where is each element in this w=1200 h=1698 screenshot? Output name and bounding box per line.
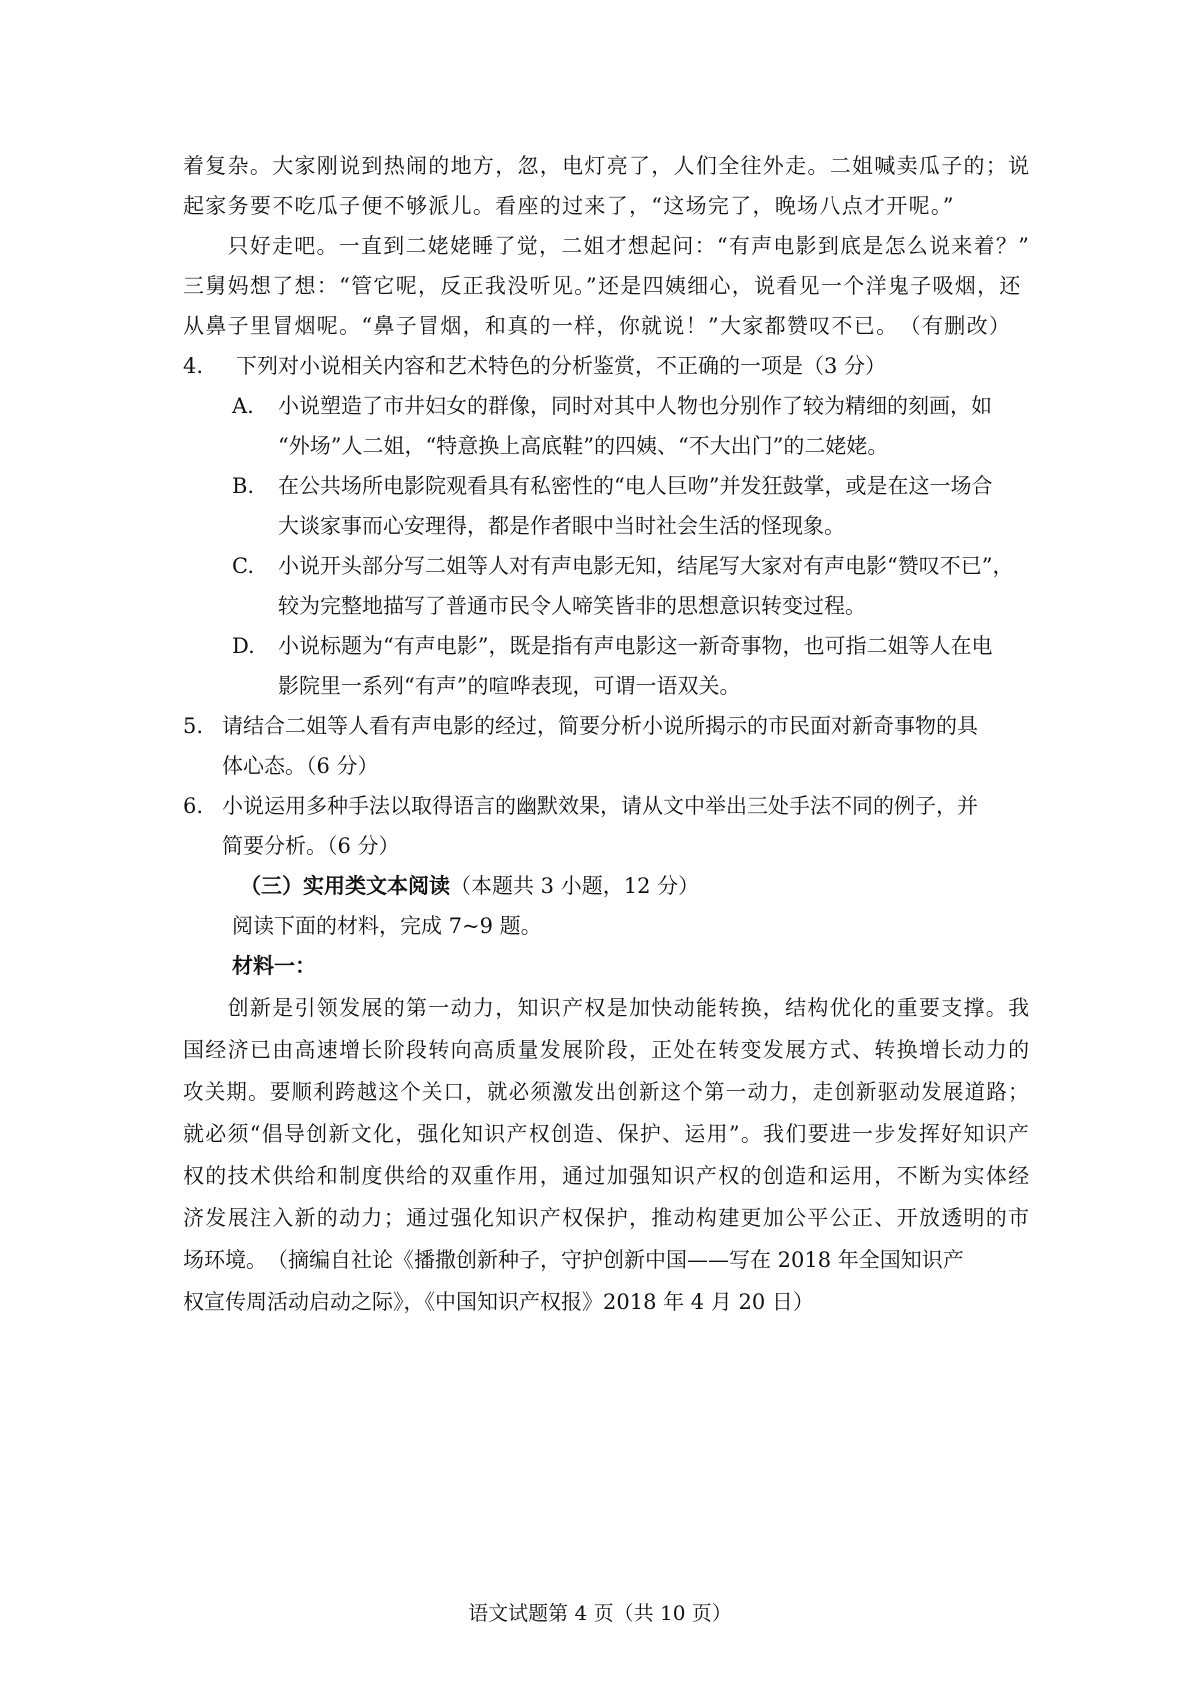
option-c-text: 小说开头部分写二姐等人对有声电影无知，结尾写大家对有声电影“赞叹不已”， <box>278 554 1014 578</box>
material-line: 创新是引领发展的第一动力，知识产权是加快动能转换，结构优化的重要支撑。我 <box>183 996 1031 1020</box>
section-note: （本题共 3 小题，12 分） <box>450 874 700 898</box>
material-line: 场环境。 （摘编自社论《播撒创新种子，守护创新中国——写在 2018 年全国知识产 <box>183 1248 964 1272</box>
question-5-text: 体心态。（6 分） <box>222 754 379 778</box>
question-5-number: 5. <box>183 714 204 738</box>
material-title: 材料一： <box>232 954 316 978</box>
question-5-text: 请结合二姐等人看有声电影的经过，简要分析小说所揭示的市民面对新奇事物的具 <box>222 714 978 738</box>
material-line: 就必须“倡导创新文化，强化知识产权创造、保护、运用”。我们要进一步发挥好知识产 <box>183 1122 1031 1146</box>
story-line: 从鼻子里冒烟呢。“鼻子冒烟，和真的一样，你就说！”大家都赞叹不已。 （有删改） <box>183 314 1012 338</box>
story-line: 只好走吧。一直到二姥姥睡了觉，二姐才想起问：“有声电影到底是怎么说来着？” <box>183 234 1031 258</box>
option-a-label: A. <box>232 394 254 418</box>
option-a-text: “外场”人二姐，“特意换上高底鞋”的四姨、“不大出门”的二姥姥。 <box>278 434 889 458</box>
story-line: 起家务要不吃瓜子便不够派儿。看座的过来了，“这场完了，晚场八点才开呢。” <box>183 194 955 218</box>
material-line: 权宣传周活动启动之际》，《中国知识产权报》2018 年 4 月 20 日） <box>183 1290 814 1314</box>
option-a-text: 小说塑造了市井妇女的群像，同时对其中人物也分别作了较为精细的刻画，如 <box>278 394 992 418</box>
material-line: 攻关期。要顺利跨越这个关口，就必须激发出创新这个第一动力，走创新驱动发展道路； <box>183 1080 1030 1104</box>
question-6-text: 简要分析。（6 分） <box>222 834 400 858</box>
question-6-number: 6. <box>183 794 204 818</box>
question-6-text: 小说运用多种手法以取得语言的幽默效果，请从文中举出三处手法不同的例子，并 <box>222 794 978 818</box>
question-4-stem: 下列对小说相关内容和艺术特色的分析鉴赏，不正确的一项是（3 分） <box>236 354 887 378</box>
option-c-text: 较为完整地描写了普通市民令人啼笑皆非的思想意识转变过程。 <box>278 594 866 618</box>
option-c-label: C. <box>232 554 254 578</box>
story-line: 着复杂。大家刚说到热闹的地方，忽，电灯亮了，人们全往外走。二姐喊卖瓜子的；说 <box>183 154 1031 178</box>
material-line: 权的技术供给和制度供给的双重作用，通过加强知识产权的创造和运用，不断为实体经 <box>183 1164 1031 1188</box>
story-line: 三舅妈想了想：“管它呢，反正我没听见。”还是四姨细心，说看见一个洋鬼子吸烟，还 <box>183 274 1022 298</box>
option-d-text: 影院里一系列“有声”的喧哗表现，可谓一语双关。 <box>278 674 741 698</box>
section-instruction: 阅读下面的材料，完成 7~9 题。 <box>232 914 542 938</box>
page-footer: 语文试题第 4 页（共 10 页） <box>468 1601 732 1625</box>
option-d-text: 小说标题为“有声电影”，既是指有声电影这一新奇事物，也可指二姐等人在电 <box>278 634 993 658</box>
option-b-text: 在公共场所电影院观看具有私密性的“电人巨吻”并发狂鼓掌，或是在这一场合 <box>278 474 993 498</box>
material-line: 国经济已由高速增长阶段转向高质量发展阶段，正处在转变发展方式、转换增长动力的 <box>183 1038 1031 1062</box>
option-b-text: 大谈家事而心安理得，都是作者眼中当时社会生活的怪现象。 <box>278 514 845 538</box>
option-d-label: D. <box>232 634 255 658</box>
question-4-number: 4. <box>183 354 204 378</box>
section-heading <box>240 866 699 906</box>
section-title: （三）实用类文本阅读 <box>240 874 450 898</box>
option-b-label: B. <box>232 474 255 498</box>
material-line: 济发展注入新的动力；通过强化知识产权保护，推动构建更加公平公正、开放透明的市 <box>183 1206 1031 1230</box>
